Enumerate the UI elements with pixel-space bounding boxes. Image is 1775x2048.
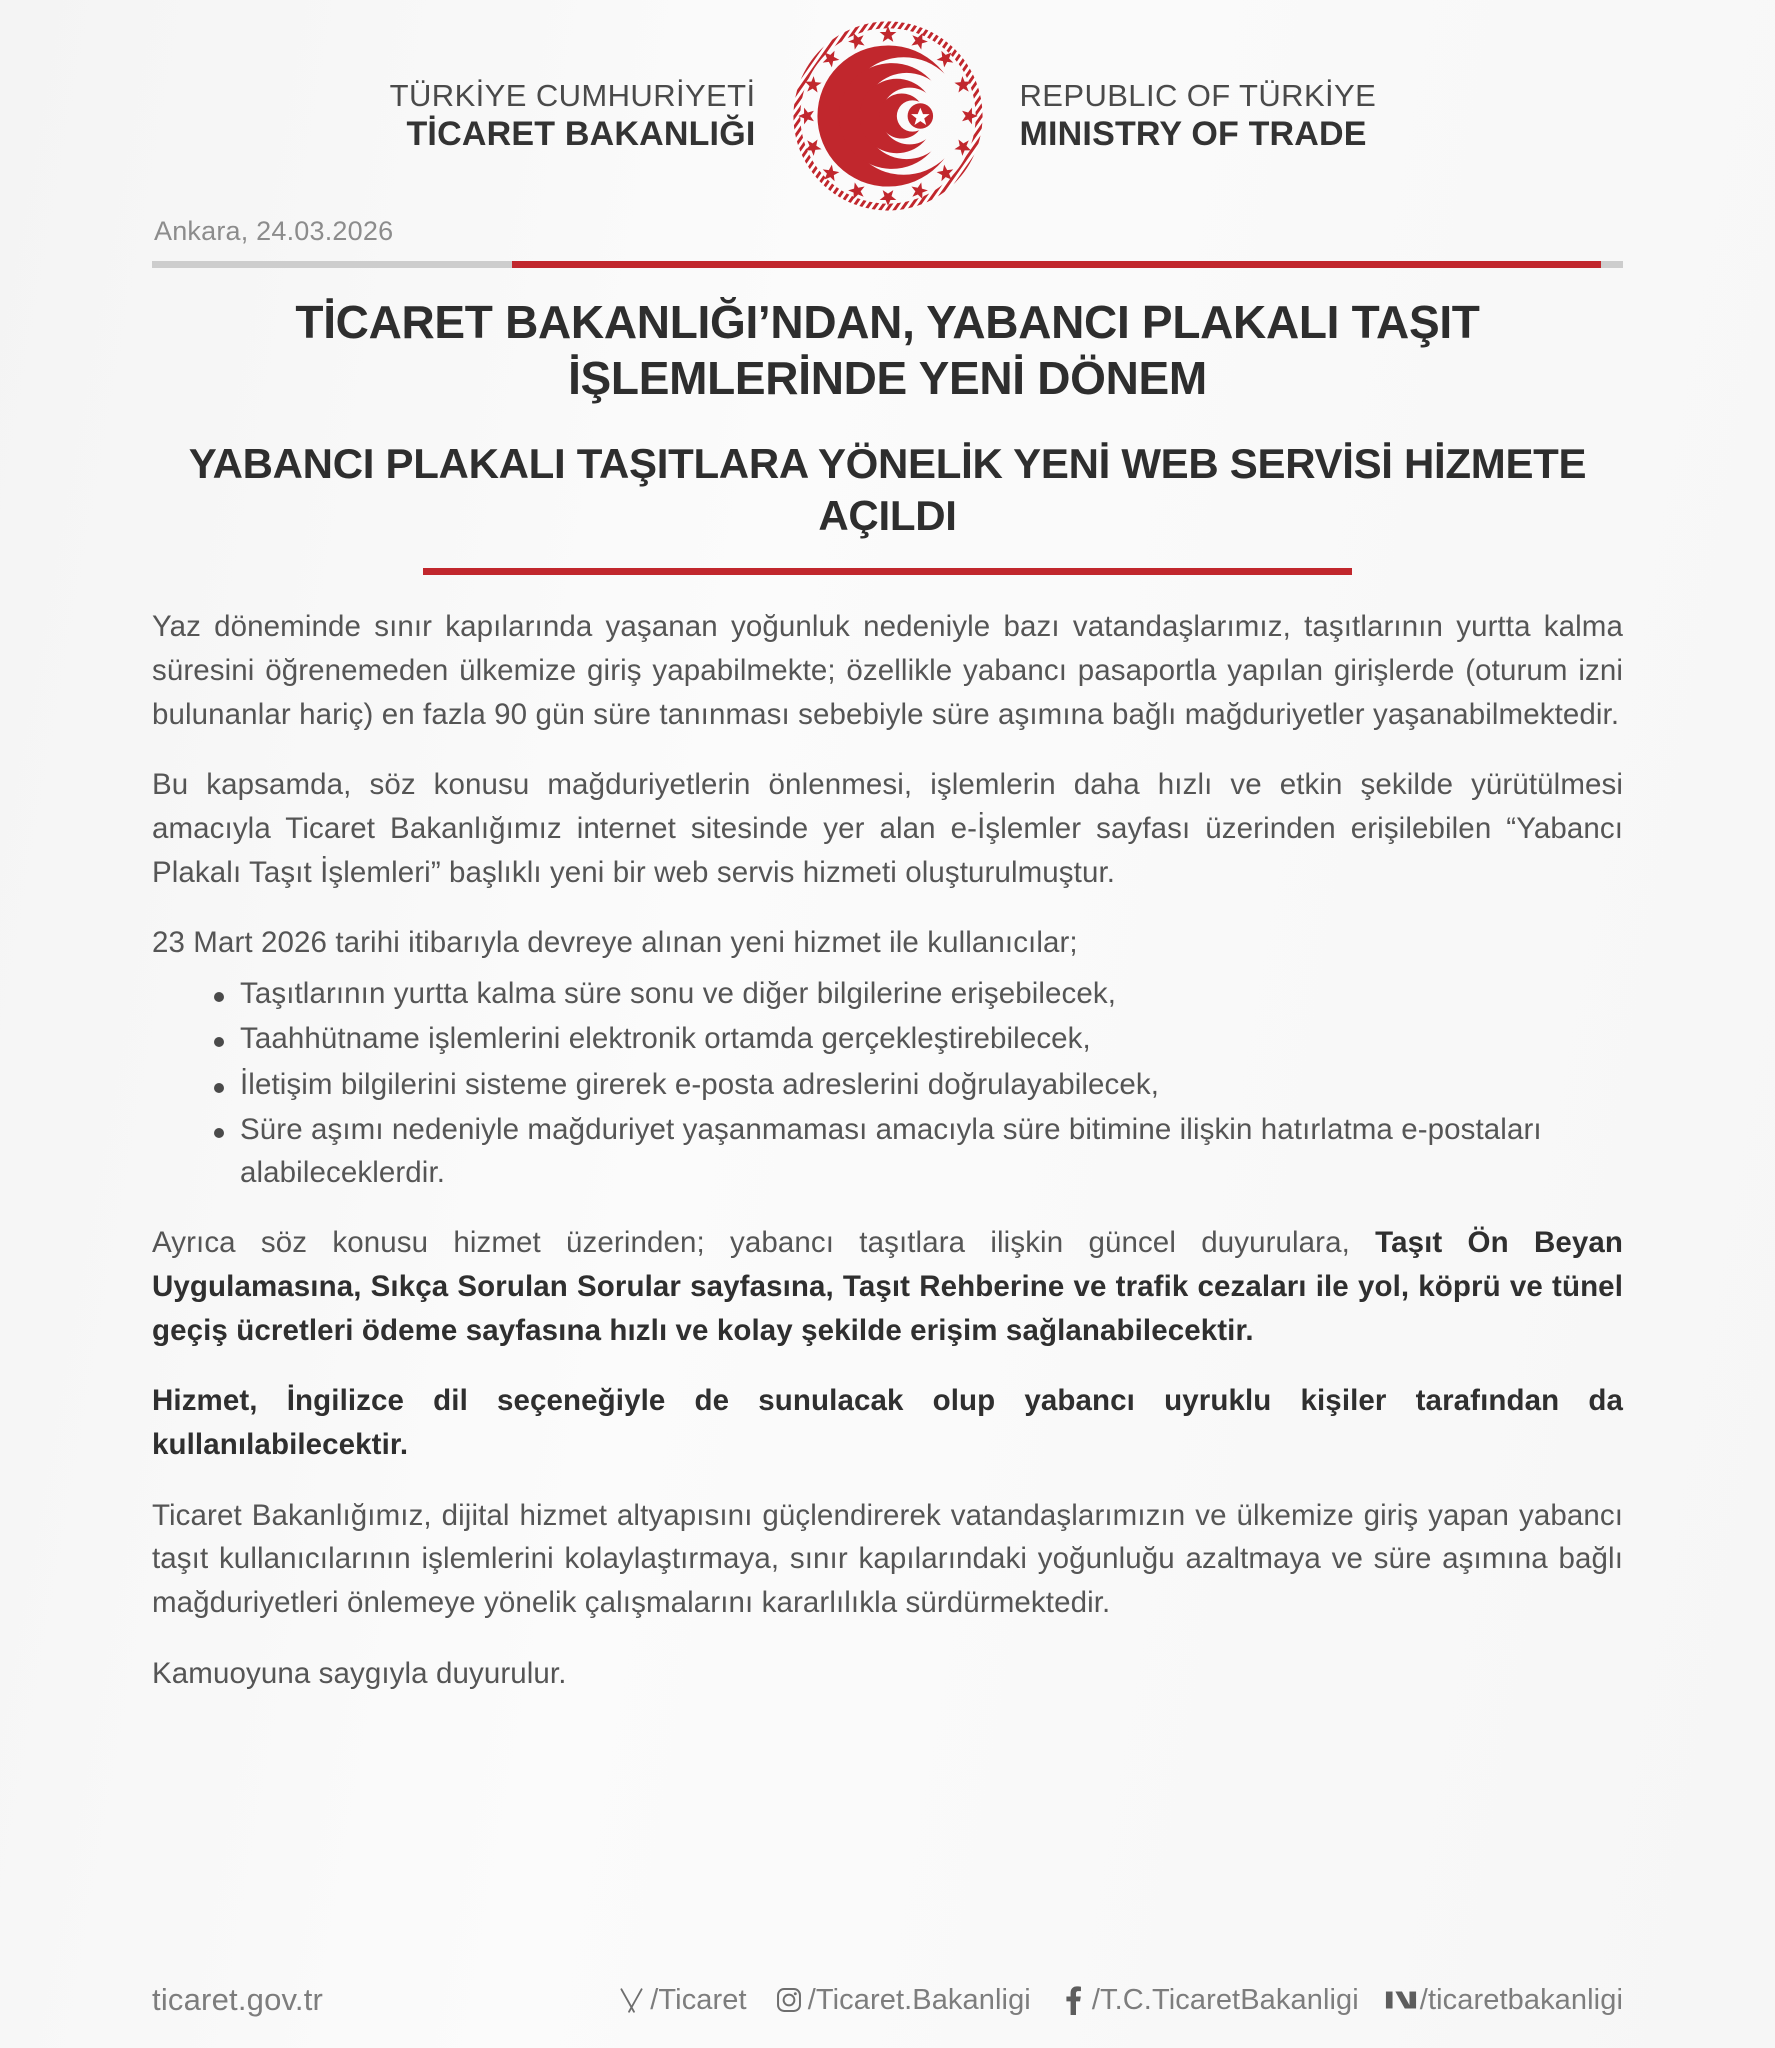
paragraph-3-bold-text: Taşıt Ön Beyan Uygulamasına, Sıkça Sorulan Sorular sayfasına, Taşıt Rehberine ve trafik cezaları ile yol, köprü ve tünel geçiş ücretleri ödeme sayfasına hızlı ve kolay şekilde erişim sağlanabilecektir. <box>152 1226 1623 1347</box>
ministry-label-english: MINISTRY OF TRADE <box>1019 115 1367 154</box>
page-title: TİCARET BAKANLIĞI’NDAN, YABANCI PLAKALI TAŞIT İŞLEMLERİNDE YENİ DÖNEM <box>295 296 1480 405</box>
instagram-icon <box>773 1984 805 2016</box>
list-item: Taahhütname işlemlerini elektronik ortamda gerçekleştirebilecek, <box>214 1018 1623 1060</box>
x-twitter-icon <box>615 1984 647 2016</box>
social-link-facebook[interactable] <box>1057 1984 1359 2017</box>
instagram-handle: /Ticaret.Bakanligi <box>807 1983 1031 2016</box>
facebook-icon <box>1057 1984 1089 2016</box>
paragraph-3 <box>152 1221 1623 1352</box>
divider-segment-red <box>512 261 1601 268</box>
title-underline-divider <box>423 568 1352 575</box>
article-body <box>0 605 1775 1695</box>
dateline-section <box>0 216 1775 268</box>
x-handle: /Ticaret <box>650 1983 747 2016</box>
paragraph-3-normal-text: Ayrıca söz konusu hizmet üzerinden; yabancı taşıtlara ilişkin güncel duyurulara, <box>152 1226 1376 1260</box>
list-item: İletişim bilgilerini sisteme girerek e-posta adreslerini doğrulayabilecek, <box>214 1064 1623 1106</box>
paragraph-5: Ticaret Bakanlığımız, dijital hizmet altyapısını güçlendirerek vatandaşlarımızın ve ülkemize giriş yapan yabancı taşıt kullanıcılarının işlemlerini kolaylaştırmaya, sınır kapılarındaki yoğunluğu azaltmaya ve süre aşımına bağlı mağduriyetleri önlemeye yönelik çalışmalarını kararlılıkla sürdürmektedir. <box>152 1498 1623 1619</box>
header-divider <box>152 261 1623 268</box>
ministry-name-turkish <box>286 78 756 155</box>
page-subtitle: YABANCI PLAKALI TAŞITLARA YÖNELİK YENİ WEB SERVİSİ HİZMETE AÇILDI <box>188 440 1587 540</box>
paragraph-1: Yaz döneminde sınır kapılarında yaşanan yoğunluk nedeniyle bazı vatandaşlarımız, taşıtlarının yurtta kalma süresini öğrenemeden ülkemize giriş yapabilmekte; özellikle yabancı pasaportla yapılan girişlerde (oturum izni bulunanlar hariç) en fazla 90 gün süre tanınması sebebiyle süre aşımına bağlı mağduriyetler yaşanabilmektedir. <box>152 610 1623 731</box>
republic-label-turkish: TÜRKİYE CUMHURİYETİ <box>389 77 756 113</box>
social-link-x[interactable] <box>615 1984 746 2017</box>
republic-of-turkiye-ministry-of-trade-emblem <box>790 18 986 214</box>
title-block <box>0 294 1775 575</box>
list-item: Taşıtlarının yurtta kalma süre sonu ve diğer bilgilerine erişebilecek, <box>214 973 1623 1015</box>
paragraph-6-closing: Kamuoyuna saygıyla duyurulur. <box>152 1656 567 1690</box>
facebook-handle: /T.C.TicaretBakanligi <box>1091 1983 1359 2016</box>
list-intro: 23 Mart 2026 tarihi itibarıyla devreye alınan yeni hizmet ile kullanıcılar; <box>152 926 1078 960</box>
ministry-name-english <box>1020 78 1490 155</box>
nsosyal-icon <box>1385 1984 1417 2016</box>
dateline: Ankara, 24.03.2026 <box>154 216 394 246</box>
paragraph-2: Bu kapsamda, söz konusu mağduriyetlerin önlenmesi, işlemlerin daha hızlı ve etkin şekilde yürütülmesi amacıyla Ticaret Bakanlığımız internet sitesinde yer alan e-İşlemler sayfası üzerinden erişilebilen “Yabancı Plakalı Taşıt İşlemleri” başlıklı yeni bir web servis hizmeti oluşturulmuştur. <box>152 768 1623 889</box>
social-link-instagram[interactable] <box>773 1984 1031 2017</box>
social-links <box>615 1984 1623 2017</box>
emblem-crescents <box>790 18 986 214</box>
document-footer <box>0 1982 1775 2018</box>
list-item: Süre aşımı nedeniyle mağduriyet yaşanmaması amacıyla süre bitimine ilişkin hatırlatma e-postaları alabileceklerdir. <box>214 1109 1623 1194</box>
paragraph-4: Hizmet, İngilizce dil seçeneğiyle de sunulacak olup yabancı uyruklu kişiler tarafından da kullanılabilecektir. <box>152 1384 1623 1461</box>
benefits-list <box>152 973 1623 1194</box>
divider-segment-gray-right <box>1601 261 1623 268</box>
document-header <box>0 0 1775 210</box>
social-link-nsosyal[interactable] <box>1385 1984 1623 2017</box>
republic-label-english: REPUBLIC OF TÜRKİYE <box>1019 77 1377 113</box>
divider-segment-gray-left <box>152 261 512 268</box>
nsosyal-handle: /ticaretbakanligi <box>1419 1983 1623 2016</box>
website-link[interactable]: ticaret.gov.tr <box>152 1982 324 2017</box>
ministry-label-turkish: TİCARET BAKANLIĞI <box>406 115 756 154</box>
